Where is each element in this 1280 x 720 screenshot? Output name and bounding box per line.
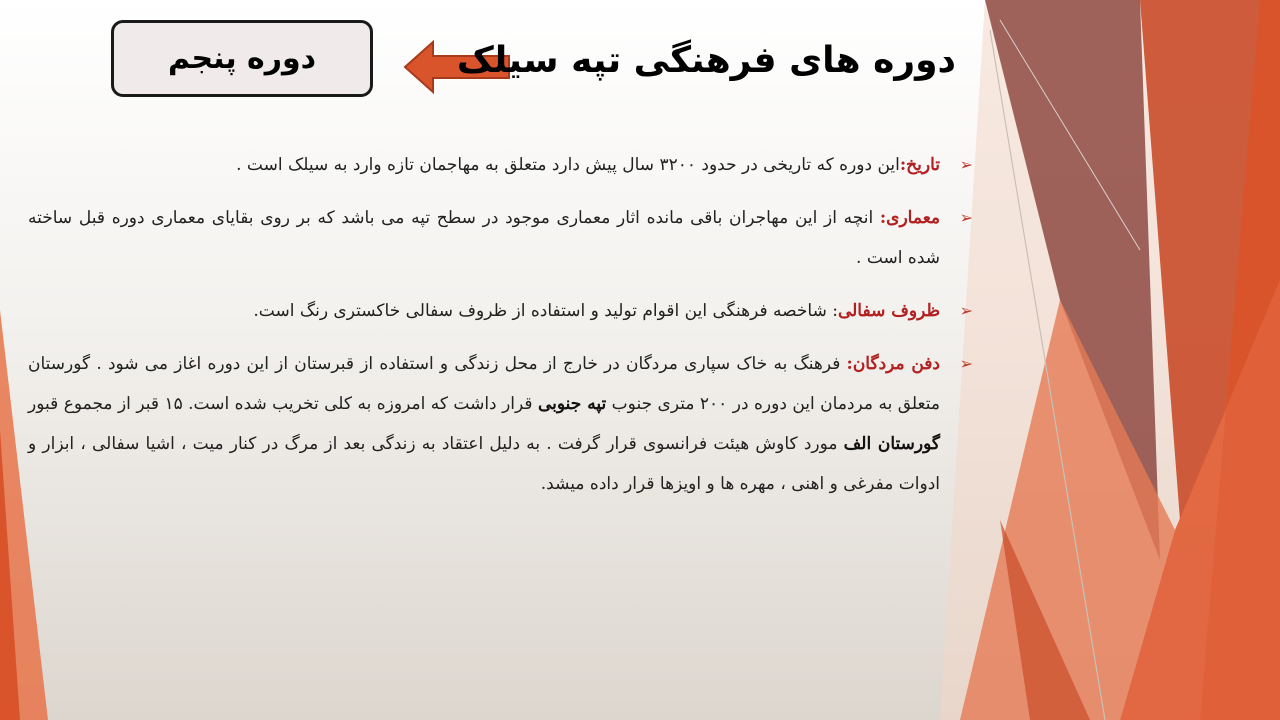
item-label: دفن مردگان:: [846, 354, 940, 374]
item-text: انچه از این مهاجران باقی مانده اثار معماری موجود در سطح تپه می باشد که بر روی بقایای معماری دوره قبل ساخته شده است .: [28, 208, 940, 268]
item-bold-text: گورستان الف: [843, 434, 940, 454]
list-item-pottery: [28, 291, 973, 331]
item-label: ظروف سفالی: [837, 301, 940, 321]
content-list: [28, 145, 973, 517]
item-bold-text: تپه جنوبی: [537, 394, 607, 414]
section-badge: [111, 20, 373, 97]
item-text: : شاخصه فرهنگی این اقوام تولید و استفاده از ظروف سفالی خاکستری رنگ است.: [253, 301, 838, 321]
list-item-burial: [28, 344, 973, 504]
badge-text: دوره پنجم: [167, 41, 317, 76]
list-item-history: [28, 145, 973, 185]
item-label: تاریخ:: [899, 155, 940, 175]
list-item-architecture: [28, 198, 973, 278]
item-text: فرهنگ به خاک سپاری مردگان در خارج از محل زندگی و استفاده از قبرستان از این دوره اغاز می شود . گورستان متعلق به مردمان این دوره در ۲۰۰ متری جنوب: [28, 354, 940, 414]
chevron-check-bullet-icon: ➢: [959, 354, 973, 373]
item-text: قرار داشت که امروزه به کلی تخریب شده است. ۱۵ قبر از مجموع قبور: [28, 394, 538, 414]
page-title: دوره های فرهنگی تپه سیلک: [456, 40, 956, 81]
chevron-check-bullet-icon: ➢: [959, 155, 973, 174]
chevron-check-bullet-icon: ➢: [959, 301, 973, 320]
chevron-check-bullet-icon: ➢: [959, 208, 973, 227]
item-label: معماری:: [879, 208, 940, 228]
item-text: مورد کاوش هیئت فرانسوی قرار گرفت . به دلیل اعتقاد به زندگی بعد از مرگ در کنار میت ، اشیا سفالی ، ابزار و ادوات مفرغی و اهنی ، مهره ها و اویزها قرار داده میشد.: [28, 434, 940, 494]
item-text: این دوره که تاریخی در حدود ۳۲۰۰ سال پیش دارد متعلق به مهاجمان تازه وارد به سیلک است .: [236, 155, 900, 175]
